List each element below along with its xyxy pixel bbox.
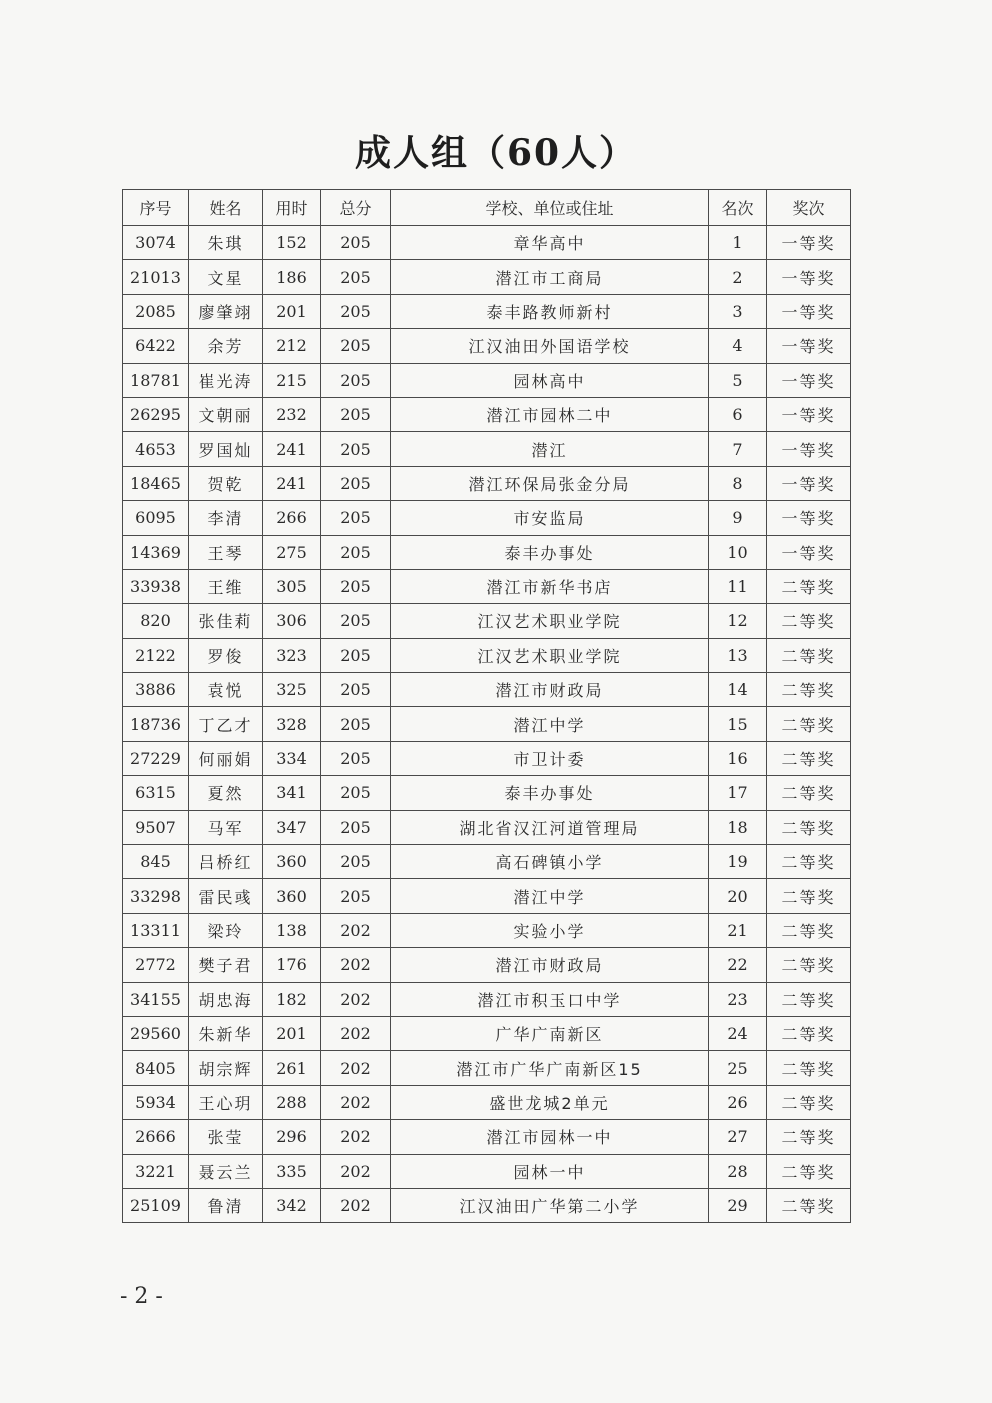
cell-school: 高石碑镇小学 <box>391 845 709 879</box>
cell-school: 潜江市工商局 <box>391 260 709 294</box>
cell-id: 27229 <box>123 741 189 775</box>
cell-rank: 10 <box>709 535 767 569</box>
cell-id: 6422 <box>123 329 189 363</box>
cell-rank: 7 <box>709 432 767 466</box>
table-row <box>123 913 851 947</box>
cell-name: 王维 <box>189 569 263 603</box>
cell-rank: 20 <box>709 879 767 913</box>
cell-id: 2772 <box>123 948 189 982</box>
table-row <box>123 294 851 328</box>
cell-time: 201 <box>263 1016 321 1050</box>
cell-rank: 16 <box>709 741 767 775</box>
cell-rank: 12 <box>709 604 767 638</box>
cell-rank: 29 <box>709 1188 767 1222</box>
cell-school: 潜江中学 <box>391 879 709 913</box>
table-row <box>123 535 851 569</box>
cell-time: 201 <box>263 294 321 328</box>
table-row <box>123 466 851 500</box>
cell-school: 潜江市积玉口中学 <box>391 982 709 1016</box>
cell-school: 潜江市财政局 <box>391 673 709 707</box>
cell-award: 二等奖 <box>767 673 851 707</box>
cell-score: 205 <box>321 879 391 913</box>
cell-time: 335 <box>263 1154 321 1188</box>
cell-id: 2666 <box>123 1120 189 1154</box>
cell-score: 202 <box>321 1085 391 1119</box>
cell-time: 152 <box>263 226 321 260</box>
cell-school: 潜江环保局张金分局 <box>391 466 709 500</box>
cell-score: 205 <box>321 673 391 707</box>
cell-score: 205 <box>321 810 391 844</box>
cell-score: 205 <box>321 604 391 638</box>
cell-school: 江汉艺术职业学院 <box>391 604 709 638</box>
table-row <box>123 501 851 535</box>
cell-id: 4653 <box>123 432 189 466</box>
cell-rank: 3 <box>709 294 767 328</box>
cell-time: 341 <box>263 776 321 810</box>
cell-score: 205 <box>321 707 391 741</box>
cell-score: 205 <box>321 776 391 810</box>
cell-school: 泰丰办事处 <box>391 776 709 810</box>
cell-rank: 26 <box>709 1085 767 1119</box>
cell-time: 186 <box>263 260 321 294</box>
cell-name: 李清 <box>189 501 263 535</box>
cell-time: 328 <box>263 707 321 741</box>
cell-rank: 27 <box>709 1120 767 1154</box>
cell-school: 市卫计委 <box>391 741 709 775</box>
cell-award: 一等奖 <box>767 363 851 397</box>
cell-name: 廖肇翊 <box>189 294 263 328</box>
cell-rank: 9 <box>709 501 767 535</box>
column-header-score: 总分 <box>321 190 391 226</box>
table-row <box>123 397 851 431</box>
cell-id: 8405 <box>123 1051 189 1085</box>
cell-score: 205 <box>321 294 391 328</box>
cell-rank: 25 <box>709 1051 767 1085</box>
table-row <box>123 673 851 707</box>
cell-award: 二等奖 <box>767 1016 851 1050</box>
cell-id: 18465 <box>123 466 189 500</box>
cell-id: 5934 <box>123 1085 189 1119</box>
cell-school: 潜江市园林二中 <box>391 397 709 431</box>
cell-award: 二等奖 <box>767 1188 851 1222</box>
cell-school: 章华高中 <box>391 226 709 260</box>
cell-award: 二等奖 <box>767 741 851 775</box>
column-header-id: 序号 <box>123 190 189 226</box>
cell-award: 一等奖 <box>767 397 851 431</box>
cell-rank: 6 <box>709 397 767 431</box>
cell-id: 9507 <box>123 810 189 844</box>
cell-name: 张佳莉 <box>189 604 263 638</box>
cell-time: 305 <box>263 569 321 603</box>
cell-school: 潜江市广华广南新区15 <box>391 1051 709 1085</box>
cell-rank: 24 <box>709 1016 767 1050</box>
cell-score: 205 <box>321 535 391 569</box>
cell-time: 266 <box>263 501 321 535</box>
cell-score: 205 <box>321 638 391 672</box>
table-row <box>123 741 851 775</box>
column-header-school: 学校、单位或住址 <box>391 190 709 226</box>
cell-score: 205 <box>321 741 391 775</box>
cell-school: 泰丰办事处 <box>391 535 709 569</box>
cell-name: 余芳 <box>189 329 263 363</box>
table-row <box>123 948 851 982</box>
cell-name: 张莹 <box>189 1120 263 1154</box>
cell-name: 夏然 <box>189 776 263 810</box>
cell-name: 马军 <box>189 810 263 844</box>
cell-school: 园林高中 <box>391 363 709 397</box>
table-row <box>123 569 851 603</box>
cell-score: 205 <box>321 260 391 294</box>
cell-name: 崔光涛 <box>189 363 263 397</box>
cell-id: 845 <box>123 845 189 879</box>
cell-rank: 21 <box>709 913 767 947</box>
cell-rank: 5 <box>709 363 767 397</box>
cell-school: 江汉艺术职业学院 <box>391 638 709 672</box>
cell-rank: 13 <box>709 638 767 672</box>
cell-name: 雷民彧 <box>189 879 263 913</box>
cell-school: 潜江市财政局 <box>391 948 709 982</box>
cell-rank: 2 <box>709 260 767 294</box>
cell-id: 26295 <box>123 397 189 431</box>
cell-score: 202 <box>321 1154 391 1188</box>
cell-name: 鲁清 <box>189 1188 263 1222</box>
table-row <box>123 1051 851 1085</box>
cell-name: 梁玲 <box>189 913 263 947</box>
cell-time: 306 <box>263 604 321 638</box>
cell-name: 朱新华 <box>189 1016 263 1050</box>
cell-id: 6095 <box>123 501 189 535</box>
cell-award: 二等奖 <box>767 1154 851 1188</box>
cell-time: 325 <box>263 673 321 707</box>
cell-score: 202 <box>321 913 391 947</box>
table-row <box>123 363 851 397</box>
cell-award: 二等奖 <box>767 569 851 603</box>
page-number: - 2 - <box>120 1284 163 1309</box>
cell-award: 二等奖 <box>767 948 851 982</box>
cell-time: 275 <box>263 535 321 569</box>
cell-score: 202 <box>321 1051 391 1085</box>
cell-time: 334 <box>263 741 321 775</box>
table-row <box>123 810 851 844</box>
cell-time: 261 <box>263 1051 321 1085</box>
cell-award: 二等奖 <box>767 879 851 913</box>
cell-id: 25109 <box>123 1188 189 1222</box>
cell-award: 二等奖 <box>767 707 851 741</box>
cell-time: 241 <box>263 432 321 466</box>
table-row <box>123 226 851 260</box>
cell-id: 2122 <box>123 638 189 672</box>
cell-rank: 19 <box>709 845 767 879</box>
cell-id: 2085 <box>123 294 189 328</box>
column-header-award: 奖次 <box>767 190 851 226</box>
cell-score: 202 <box>321 982 391 1016</box>
cell-id: 14369 <box>123 535 189 569</box>
table-body <box>123 226 851 1223</box>
table-row <box>123 1154 851 1188</box>
cell-school: 实验小学 <box>391 913 709 947</box>
cell-time: 296 <box>263 1120 321 1154</box>
cell-award: 二等奖 <box>767 776 851 810</box>
cell-score: 205 <box>321 432 391 466</box>
cell-name: 袁悦 <box>189 673 263 707</box>
cell-name: 贺乾 <box>189 466 263 500</box>
cell-award: 一等奖 <box>767 535 851 569</box>
cell-school: 潜江中学 <box>391 707 709 741</box>
cell-school: 潜江市园林一中 <box>391 1120 709 1154</box>
cell-name: 丁乙才 <box>189 707 263 741</box>
cell-id: 6315 <box>123 776 189 810</box>
cell-name: 胡忠海 <box>189 982 263 1016</box>
cell-award: 一等奖 <box>767 432 851 466</box>
cell-time: 212 <box>263 329 321 363</box>
cell-score: 205 <box>321 466 391 500</box>
cell-rank: 14 <box>709 673 767 707</box>
cell-rank: 1 <box>709 226 767 260</box>
table-row <box>123 879 851 913</box>
cell-school: 江汉油田广华第二小学 <box>391 1188 709 1222</box>
cell-time: 342 <box>263 1188 321 1222</box>
cell-name: 胡宗辉 <box>189 1051 263 1085</box>
cell-award: 一等奖 <box>767 501 851 535</box>
cell-rank: 18 <box>709 810 767 844</box>
cell-name: 王琴 <box>189 535 263 569</box>
cell-time: 360 <box>263 879 321 913</box>
cell-school: 江汉油田外国语学校 <box>391 329 709 363</box>
cell-school: 园林一中 <box>391 1154 709 1188</box>
cell-rank: 23 <box>709 982 767 1016</box>
table-row <box>123 707 851 741</box>
cell-score: 205 <box>321 329 391 363</box>
cell-name: 罗国灿 <box>189 432 263 466</box>
cell-award: 一等奖 <box>767 260 851 294</box>
table-row <box>123 1016 851 1050</box>
cell-time: 138 <box>263 913 321 947</box>
cell-id: 820 <box>123 604 189 638</box>
cell-award: 二等奖 <box>767 845 851 879</box>
cell-time: 232 <box>263 397 321 431</box>
cell-id: 13311 <box>123 913 189 947</box>
cell-award: 一等奖 <box>767 294 851 328</box>
cell-school: 湖北省汉江河道管理局 <box>391 810 709 844</box>
cell-school: 泰丰路教师新村 <box>391 294 709 328</box>
column-header-rank: 名次 <box>709 190 767 226</box>
cell-id: 3221 <box>123 1154 189 1188</box>
cell-award: 二等奖 <box>767 913 851 947</box>
cell-award: 一等奖 <box>767 466 851 500</box>
page-title: 成人组（60人） <box>354 132 638 174</box>
table-row <box>123 1188 851 1222</box>
cell-score: 202 <box>321 948 391 982</box>
table-row <box>123 638 851 672</box>
cell-id: 34155 <box>123 982 189 1016</box>
cell-name: 樊子君 <box>189 948 263 982</box>
table-row <box>123 329 851 363</box>
cell-rank: 11 <box>709 569 767 603</box>
cell-score: 205 <box>321 501 391 535</box>
cell-id: 29560 <box>123 1016 189 1050</box>
cell-time: 241 <box>263 466 321 500</box>
cell-time: 288 <box>263 1085 321 1119</box>
cell-award: 二等奖 <box>767 638 851 672</box>
table-row <box>123 432 851 466</box>
cell-name: 文星 <box>189 260 263 294</box>
cell-award: 二等奖 <box>767 1051 851 1085</box>
cell-time: 323 <box>263 638 321 672</box>
cell-score: 202 <box>321 1016 391 1050</box>
cell-name: 文朝丽 <box>189 397 263 431</box>
cell-score: 205 <box>321 397 391 431</box>
cell-score: 205 <box>321 226 391 260</box>
cell-award: 二等奖 <box>767 982 851 1016</box>
table-header-row <box>123 190 851 226</box>
cell-id: 33938 <box>123 569 189 603</box>
cell-id: 18736 <box>123 707 189 741</box>
table-row <box>123 1120 851 1154</box>
cell-school: 潜江 <box>391 432 709 466</box>
cell-award: 一等奖 <box>767 329 851 363</box>
cell-rank: 4 <box>709 329 767 363</box>
cell-name: 王心玥 <box>189 1085 263 1119</box>
column-header-time: 用时 <box>263 190 321 226</box>
cell-id: 33298 <box>123 879 189 913</box>
cell-time: 347 <box>263 810 321 844</box>
cell-award: 二等奖 <box>767 1120 851 1154</box>
cell-name: 吕桥红 <box>189 845 263 879</box>
cell-id: 18781 <box>123 363 189 397</box>
cell-rank: 17 <box>709 776 767 810</box>
cell-name: 何丽娟 <box>189 741 263 775</box>
cell-time: 182 <box>263 982 321 1016</box>
cell-id: 21013 <box>123 260 189 294</box>
table-row <box>123 1085 851 1119</box>
cell-rank: 15 <box>709 707 767 741</box>
cell-rank: 28 <box>709 1154 767 1188</box>
cell-name: 朱琪 <box>189 226 263 260</box>
cell-name: 聂云兰 <box>189 1154 263 1188</box>
cell-score: 202 <box>321 1188 391 1222</box>
cell-name: 罗俊 <box>189 638 263 672</box>
cell-rank: 8 <box>709 466 767 500</box>
cell-score: 202 <box>321 1120 391 1154</box>
cell-id: 3886 <box>123 673 189 707</box>
table-row <box>123 776 851 810</box>
cell-time: 176 <box>263 948 321 982</box>
cell-school: 潜江市新华书店 <box>391 569 709 603</box>
table-row <box>123 845 851 879</box>
table-row <box>123 604 851 638</box>
table-row <box>123 982 851 1016</box>
cell-time: 360 <box>263 845 321 879</box>
cell-school: 市安监局 <box>391 501 709 535</box>
cell-school: 盛世龙城2单元 <box>391 1085 709 1119</box>
cell-award: 二等奖 <box>767 810 851 844</box>
cell-score: 205 <box>321 569 391 603</box>
cell-award: 一等奖 <box>767 226 851 260</box>
cell-score: 205 <box>321 845 391 879</box>
cell-award: 二等奖 <box>767 1085 851 1119</box>
cell-rank: 22 <box>709 948 767 982</box>
cell-time: 215 <box>263 363 321 397</box>
column-header-name: 姓名 <box>189 190 263 226</box>
cell-id: 3074 <box>123 226 189 260</box>
cell-award: 二等奖 <box>767 604 851 638</box>
table-row <box>123 260 851 294</box>
cell-score: 205 <box>321 363 391 397</box>
results-table <box>122 189 851 1223</box>
cell-school: 广华广南新区 <box>391 1016 709 1050</box>
